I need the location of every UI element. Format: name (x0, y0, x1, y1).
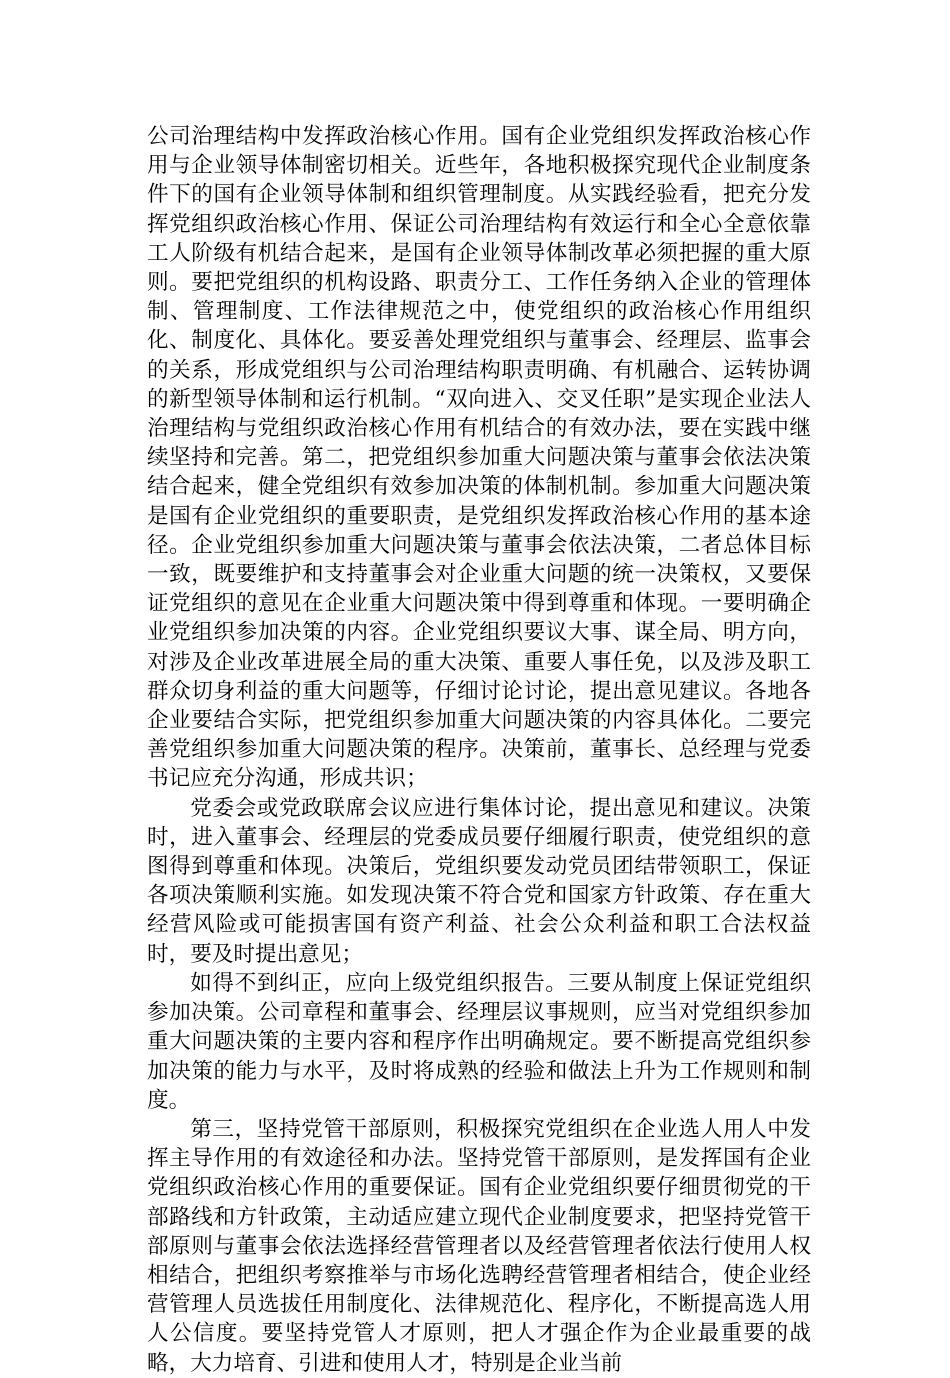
paragraph-4: 第三，坚持党管干部原则，积极探究党组织在企业选人用人中发挥主导作用的有效途径和办法。坚持党管干部原则，是发挥国有企业党组织政治核心作用的重要保证。国有企业党组织要仔细贯彻党的干部路线和方针政策，主动适应建立现代企业制度要求，把坚持党管干部原则与董事会依法选择经营管理者以及经营管理者依法行使用人权相结合，把组织考察推举与市场化选聘经营管理者相结合，使企业经营管理人员选拔任用制度化、法律规范化、程序化，不断提高选人用人公信度。要坚持党管人才原则，把人才强企作为企业最重要的战略，大力培育、引进和使用人才，特别是企业当前 (147, 1116, 811, 1376)
document-body (147, 122, 811, 1378)
paragraph-2: 党委会或党政联席会议应进行集体讨论，提出意见和建议。决策时，进入董事会、经理层的党委成员要仔细履行职责，使党组织的意图得到尊重和体现。决策后，党组织要发动党员团结带领职工，保证各项决策顺利实施。如发现决策不符合党和国家方针政策、存在重大经营风险或可能损害国有资产利益、社会公众利益和职工合法权益时，要及时提出意见； (147, 795, 811, 967)
paragraph-3: 如得不到纠正，应向上级党组织报告。三要从制度上保证党组织参加决策。公司章程和董事会、经理层议事规则，应当对党组织参加重大问题决策的主要内容和程序作出明确规定。要不断提高党组织参加决策的能力与水平，及时将成熟的经验和做法上升为工作规则和制度。 (147, 970, 811, 1113)
paragraph-1: 公司治理结构中发挥政治核心作用。国有企业党组织发挥政治核心作用与企业领导体制密切相关。近些年，各地积极探究现代企业制度条件下的国有企业领导体制和组织管理制度。从实践经验看，把充分发挥党组织政治核心作用、保证公司治理结构有效运行和全心全意依靠工人阶级有机结合起来，是国有企业领导体制改革必须把握的重大原则。要把党组织的机构设路、职责分工、工作任务纳入企业的管理体制、管理制度、工作法律规范之中，使党组织的政治核心作用组织化、制度化、具体化。要妥善处理党组织与董事会、经理层、监事会的关系，形成党组织与公司治理结构职责明确、有机融合、运转协调的新型领导体制和运行机制。“双向进入、交叉任职”是实现企业法人治理结构与党组织政治核心作用有机结合的有效办法，要在实践中继续坚持和完善。第二，把党组织参加重大问题决策与董事会依法决策结合起来，健全党组织有效参加决策的体制机制。参加重大问题决策是国有企业党组织的重要职责，是党组织发挥政治核心作用的基本途径。企业党组织参加重大问题决策与董事会依法决策，二者总体目标一致，既要维护和支持董事会对企业重大问题的统一决策权，又要保证党组织的意见在企业重大问题决策中得到尊重和体现。一要明确企业党组织参加决策的内容。企业党组织要议大事、谋全局、明方向，对涉及企业改革进展全局的重大决策、重要人事任免，以及涉及职工群众切身利益的重大问题等，仔细讨论讨论，提出意见建议。各地各企业要结合实际，把党组织参加重大问题决策的内容具体化。二要完善党组织参加重大问题决策的程序。决策前，董事长、总经理与党委书记应充分沟通，形成共识； (147, 124, 811, 792)
